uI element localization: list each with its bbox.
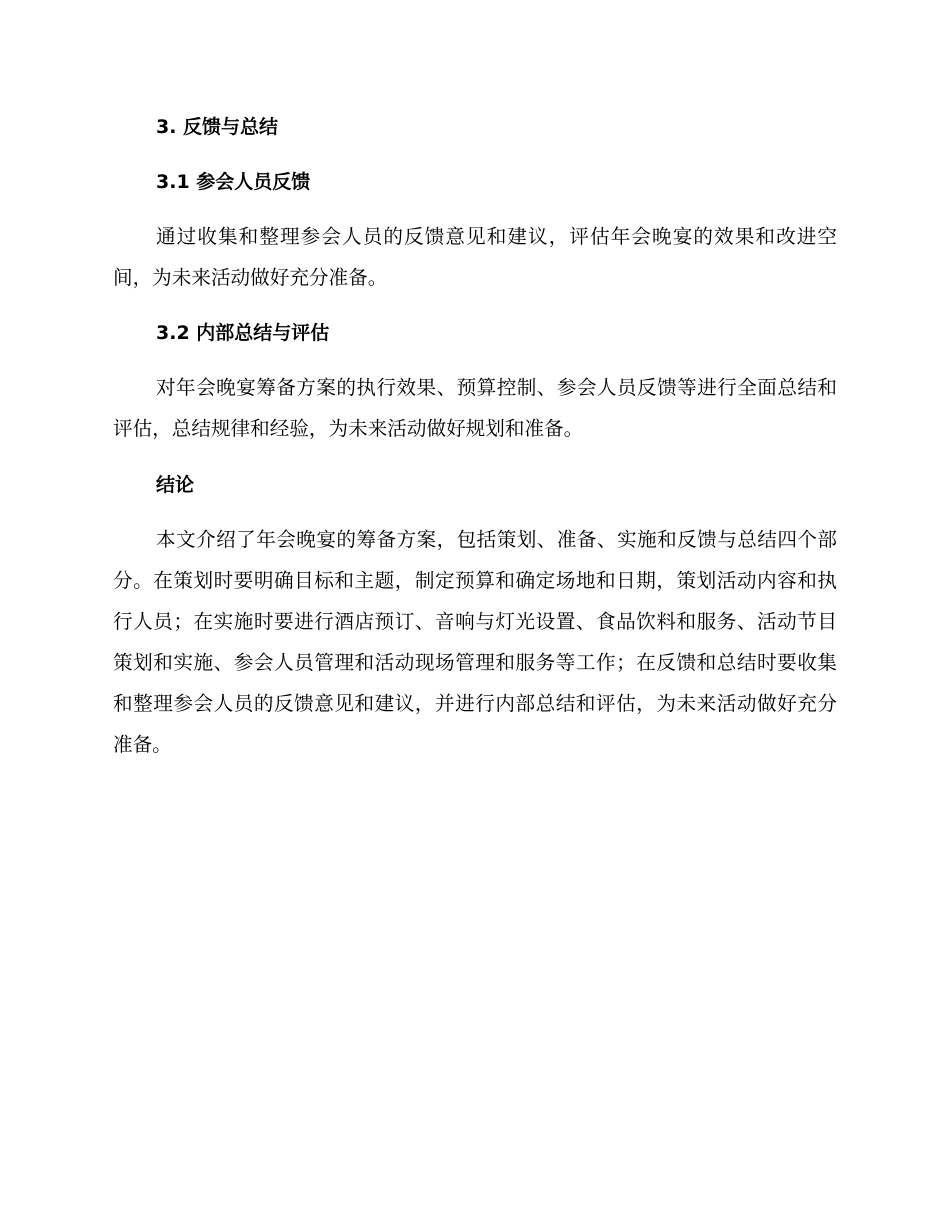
- section-3-1-paragraph: 通过收集和整理参会人员的反馈意见和建议，评估年会晚宴的效果和改进空间，为未来活动做好充分准备。: [113, 225, 837, 289]
- conclusion-heading: 结论: [156, 474, 195, 496]
- section-3-2-heading: 3.2 内部总结与评估: [156, 322, 330, 344]
- section-3-2-paragraph: 对年会晚宴筹备方案的执行效果、预算控制、参会人员反馈等进行全面总结和评估，总结规律和经验，为未来活动做好规划和准备。: [113, 376, 837, 440]
- section-3-heading: 3. 反馈与总结: [156, 116, 279, 138]
- conclusion-paragraph: 本文介绍了年会晚宴的筹备方案，包括策划、准备、实施和反馈与总结四个部分。在策划时要明确目标和主题，制定预算和确定场地和日期，策划活动内容和执行人员；在实施时要进行酒店预订、音响与灯光设置、食品饮料和服务、活动节目策划和实施、参会人员管理和活动现场管理和服务等工作；在反馈和总结时要收集和整理参会人员的反馈意见和建议，并进行内部总结和评估，为未来活动做好充分准备。: [113, 528, 837, 756]
- section-3-1-heading: 3.1 参会人员反馈: [156, 171, 311, 193]
